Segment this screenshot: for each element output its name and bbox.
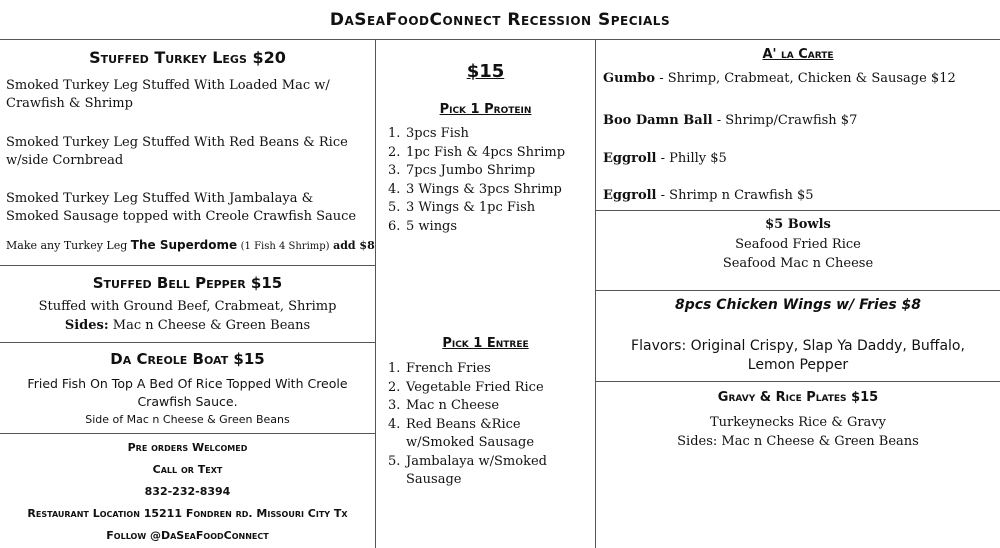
item-desc: - Shrimp, Crabmeat, Chicken & Sausage $12 bbox=[659, 71, 956, 86]
superdome-price: add $8 bbox=[333, 239, 375, 252]
protein-title: Pick 1 Protein bbox=[439, 102, 532, 117]
list-item: 6. 5 wings bbox=[388, 218, 458, 234]
bell-pepper-sides bbox=[0, 317, 375, 335]
list-item: 4. 3 Wings & 3pcs Shrimp bbox=[388, 181, 562, 197]
info-section bbox=[0, 434, 375, 548]
alacarte-item bbox=[603, 188, 994, 203]
superdome-detail: (1 Fish 4 Shrimp) bbox=[240, 241, 330, 252]
wings-flavors: Flavors: Original Crispy, Slap Ya Daddy, Buffalo, Lemon Pepper bbox=[631, 338, 965, 373]
gravy-title: Gravy & Rice Plates $15 bbox=[717, 390, 879, 405]
gravy-line: Turkeynecks Rice & Gravy bbox=[710, 415, 886, 430]
item-name: Eggroll bbox=[603, 151, 657, 166]
bell-pepper-title: Stuffed Bell Pepper $15 bbox=[92, 274, 283, 292]
list-item: 1. 3pcs Fish bbox=[388, 126, 469, 141]
header bbox=[0, 0, 1000, 40]
list-item: 1. French Fries bbox=[388, 361, 491, 376]
gravy-section bbox=[596, 382, 1000, 548]
bell-pepper-desc: Stuffed with Ground Beef, Crabmeat, Shrimp bbox=[38, 299, 337, 314]
wings-section bbox=[596, 291, 1000, 382]
bowls-title: $5 Bowls bbox=[765, 217, 831, 232]
alacarte-item bbox=[603, 113, 994, 128]
turkey-item: Smoked Turkey Leg Stuffed With Loaded Mac w/ Crawfish & Shrimp bbox=[6, 78, 330, 111]
middle-column bbox=[376, 40, 596, 548]
alacarte-section bbox=[596, 40, 1000, 211]
page-title: DaSeaFoodConnect Recession Specials bbox=[329, 9, 671, 30]
superdome-prefix: Make any Turkey Leg bbox=[6, 239, 128, 252]
list-item: 5. 3 Wings & 1pc Fish bbox=[388, 200, 536, 215]
turkey-legs-title: Stuffed Turkey Legs $20 bbox=[89, 48, 286, 67]
bowls-section bbox=[596, 211, 1000, 291]
right-column bbox=[596, 40, 1000, 548]
creole-boat-desc-2: Crawfish Sauce. bbox=[137, 394, 238, 409]
preorders-text: Pre orders Welcomed bbox=[127, 441, 248, 454]
item-desc: - Philly $5 bbox=[660, 151, 727, 166]
item-desc: - Shrimp n Crawfish $5 bbox=[660, 188, 814, 203]
entree-title: Pick 1 Entree bbox=[442, 336, 529, 351]
bowl-item: Seafood Mac n Cheese bbox=[722, 256, 874, 271]
item-name: Eggroll bbox=[603, 188, 657, 203]
superdome-name: The Superdome bbox=[130, 238, 238, 252]
turkey-legs-section bbox=[0, 40, 375, 266]
turkey-item: Smoked Turkey Leg Stuffed With Red Beans & Rice w/side Cornbread bbox=[6, 135, 348, 168]
creole-boat-desc-1: Fried Fish On Top A Bed Of Rice Topped With Creole bbox=[27, 376, 348, 391]
protein-list bbox=[388, 125, 589, 236]
list-item: 3. Mac n Cheese bbox=[388, 398, 500, 413]
list-item: 2. Vegetable Fried Rice bbox=[388, 379, 544, 395]
list-item: 4. Red Beans &Rice w/Smoked Sausage bbox=[388, 416, 535, 450]
superdome-line bbox=[6, 238, 375, 252]
call-text: Call or Text bbox=[152, 463, 223, 476]
gravy-sides: Sides: Mac n Cheese & Green Beans bbox=[677, 434, 919, 449]
phone-number: 832-232-8394 bbox=[144, 485, 231, 498]
alacarte-item bbox=[603, 71, 994, 86]
alacarte-title: A' la Carte bbox=[762, 47, 834, 62]
turkey-item: Smoked Turkey Leg Stuffed With Jambalaya & Smoked Sausage topped with Creole Crawfish Sauce bbox=[6, 191, 357, 224]
creole-boat-title: Da Creole Boat $15 bbox=[110, 350, 265, 368]
creole-boat-section bbox=[0, 343, 375, 434]
entree-list bbox=[388, 360, 589, 490]
item-desc: - Shrimp/Crawfish $7 bbox=[716, 113, 858, 128]
alacarte-item bbox=[603, 151, 994, 166]
sides-label: Sides: bbox=[64, 318, 109, 333]
follow-text: Follow @DaSeaFoodConnect bbox=[106, 529, 269, 542]
list-item: 5. Jambalaya w/Smoked Sausage bbox=[388, 453, 547, 487]
bell-pepper-section bbox=[0, 266, 375, 343]
item-name: Gumbo bbox=[603, 71, 656, 86]
bowl-item: Seafood Fried Rice bbox=[735, 237, 861, 252]
location-text: Restaurant Location 15211 Fondren rd. Missouri City Tx bbox=[27, 507, 348, 520]
item-name: Boo Damn Ball bbox=[603, 113, 713, 128]
list-item: 3. 7pcs Jumbo Shrimp bbox=[388, 163, 536, 178]
creole-boat-side: Side of Mac n Cheese & Green Beans bbox=[85, 413, 290, 426]
list-item: 2. 1pc Fish & 4pcs Shrimp bbox=[388, 144, 566, 160]
combo-price: $15 bbox=[466, 61, 505, 82]
sides-text: Mac n Cheese & Green Beans bbox=[112, 318, 311, 333]
left-column bbox=[0, 40, 376, 548]
wings-title: 8pcs Chicken Wings w/ Fries $8 bbox=[674, 297, 922, 313]
